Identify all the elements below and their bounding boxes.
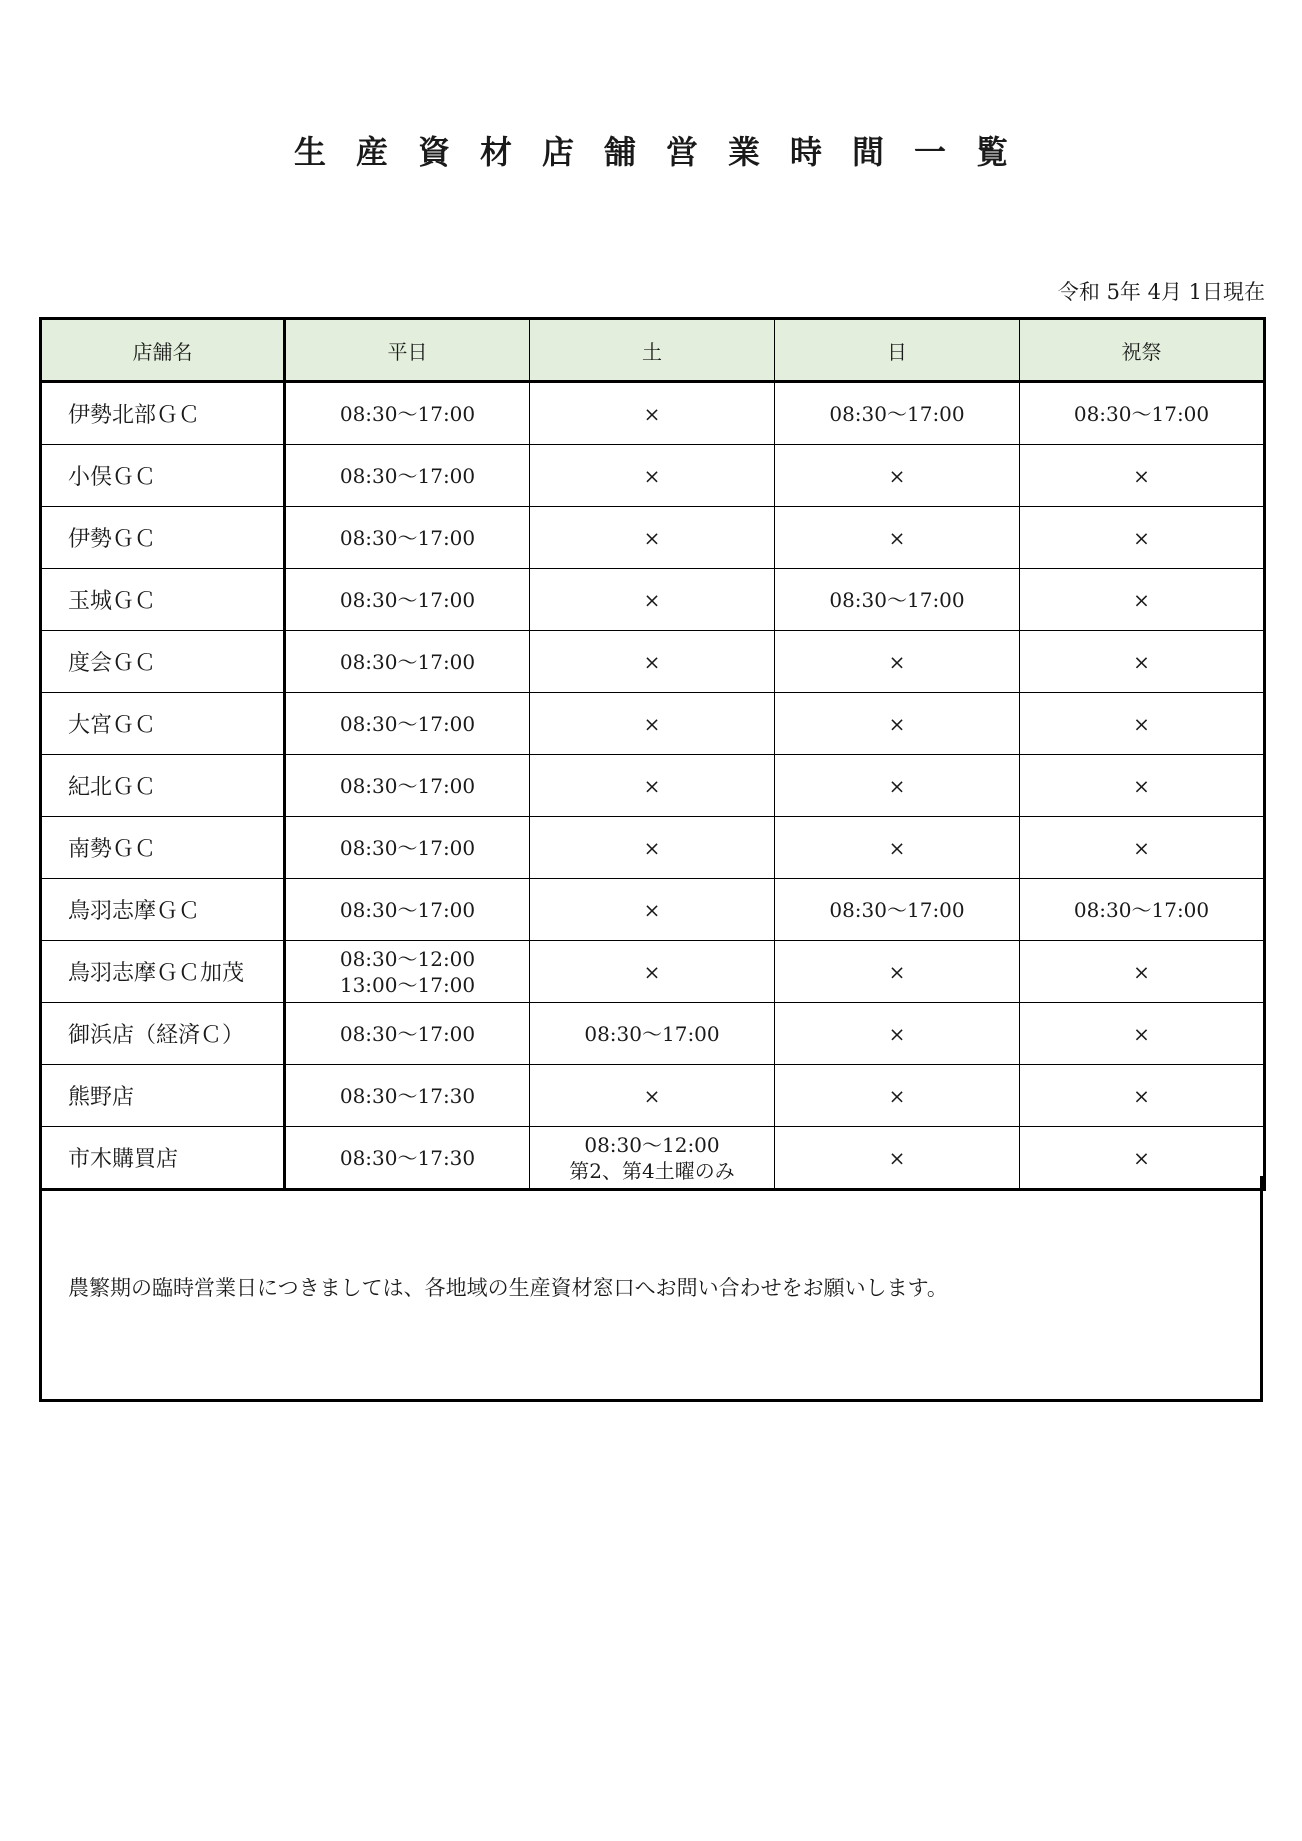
weekday-hours: 08:30〜17:00 xyxy=(285,631,530,693)
page-title: 生産資材店舗営業時間一覧 xyxy=(293,133,1038,171)
saturday-hours: × xyxy=(530,879,775,941)
table-row xyxy=(41,817,1265,879)
saturday-hours: × xyxy=(530,507,775,569)
store-name: 伊勢北部ＧＣ xyxy=(41,382,285,445)
store-name: 南勢ＧＣ xyxy=(41,817,285,879)
as-of-date: 令和 5年 4月 1日現在 xyxy=(1057,280,1265,304)
store-name: 大宮ＧＣ xyxy=(41,693,285,755)
weekday-hours: 08:30〜17:00 xyxy=(285,879,530,941)
sunday-hours: 08:30〜17:00 xyxy=(775,879,1020,941)
sunday-hours: × xyxy=(775,445,1020,507)
sunday-hours: × xyxy=(775,631,1020,693)
header-holiday: 祝祭 xyxy=(1020,319,1265,382)
holiday-hours: × xyxy=(1020,631,1265,693)
weekday-hours-afternoon: 13:00〜17:00 xyxy=(339,972,476,997)
store-name: 市木購買店 xyxy=(41,1127,285,1190)
weekday-hours: 08:30〜17:00 xyxy=(285,755,530,817)
header-sunday: 日 xyxy=(775,319,1020,382)
sunday-hours: 08:30〜17:00 xyxy=(775,382,1020,445)
saturday-hours: × xyxy=(530,693,775,755)
weekday-hours: 08:30〜17:00 xyxy=(285,445,530,507)
weekday-hours: 08:30〜17:30 xyxy=(285,1127,530,1190)
holiday-hours: × xyxy=(1020,693,1265,755)
store-name: 小俣ＧＣ xyxy=(41,445,285,507)
sunday-hours: 08:30〜17:00 xyxy=(775,569,1020,631)
holiday-hours: × xyxy=(1020,1003,1265,1065)
weekday-hours: 08:30〜17:30 xyxy=(285,1065,530,1127)
holiday-hours: × xyxy=(1020,507,1265,569)
store-name: 熊野店 xyxy=(41,1065,285,1127)
store-name: 玉城ＧＣ xyxy=(41,569,285,631)
saturday-hours: × xyxy=(530,941,775,1003)
saturday-hours: × xyxy=(530,445,775,507)
saturday-hours-condition: 第2、第4土曜のみ xyxy=(569,1158,735,1183)
store-name: 鳥羽志摩ＧＣ xyxy=(41,879,285,941)
saturday-hours: × xyxy=(530,569,775,631)
holiday-hours: 08:30〜17:00 xyxy=(1020,879,1265,941)
sunday-hours: × xyxy=(775,507,1020,569)
note-box xyxy=(39,1176,1263,1402)
saturday-hours: × xyxy=(530,817,775,879)
sunday-hours: × xyxy=(775,1003,1020,1065)
table-row xyxy=(41,382,1265,445)
saturday-hours: × xyxy=(530,382,775,445)
store-name: 鳥羽志摩ＧＣ加茂 xyxy=(41,941,285,1003)
saturday-hours-time: 08:30〜12:00 xyxy=(584,1132,720,1157)
holiday-hours: × xyxy=(1020,755,1265,817)
weekday-hours: 08:30〜17:00 xyxy=(285,382,530,445)
table-row xyxy=(41,941,1265,1003)
table-row xyxy=(41,879,1265,941)
table-row xyxy=(41,445,1265,507)
header-weekday: 平日 xyxy=(285,319,530,382)
sunday-hours: × xyxy=(775,755,1020,817)
table-row xyxy=(41,631,1265,693)
sunday-hours: × xyxy=(775,1065,1020,1127)
saturday-hours: 08:30〜17:00 xyxy=(530,1003,775,1065)
weekday-hours: 08:30〜17:00 xyxy=(285,693,530,755)
table-row xyxy=(41,569,1265,631)
table-header-row xyxy=(41,319,1265,382)
store-name: 伊勢ＧＣ xyxy=(41,507,285,569)
sunday-hours: × xyxy=(775,941,1020,1003)
store-name: 紀北ＧＣ xyxy=(41,755,285,817)
sunday-hours: × xyxy=(775,1127,1020,1190)
sunday-hours: × xyxy=(775,693,1020,755)
sunday-hours: × xyxy=(775,817,1020,879)
weekday-hours: 08:30〜17:00 xyxy=(285,817,530,879)
header-store: 店舗名 xyxy=(41,319,285,382)
table-row xyxy=(41,1003,1265,1065)
holiday-hours: × xyxy=(1020,817,1265,879)
weekday-hours: 08:30〜17:00 xyxy=(285,1003,530,1065)
holiday-hours: × xyxy=(1020,569,1265,631)
saturday-hours: × xyxy=(530,631,775,693)
table-row xyxy=(41,693,1265,755)
weekday-hours xyxy=(285,941,530,1003)
business-hours-table xyxy=(39,317,1266,1191)
saturday-hours: × xyxy=(530,755,775,817)
weekday-hours: 08:30〜17:00 xyxy=(285,569,530,631)
holiday-hours: × xyxy=(1020,941,1265,1003)
holiday-hours: × xyxy=(1020,1065,1265,1127)
saturday-hours: × xyxy=(530,1065,775,1127)
table-row xyxy=(41,755,1265,817)
note-text: 農繁期の臨時営業日につきましては、各地域の生産資材窓口へお問い合わせをお願いします。 xyxy=(68,1276,948,1300)
table-row xyxy=(41,507,1265,569)
holiday-hours: × xyxy=(1020,445,1265,507)
store-name: 度会ＧＣ xyxy=(41,631,285,693)
header-saturday: 土 xyxy=(530,319,775,382)
holiday-hours: 08:30〜17:00 xyxy=(1020,382,1265,445)
table-row xyxy=(41,1065,1265,1127)
weekday-hours-morning: 08:30〜12:00 xyxy=(339,946,476,971)
store-name: 御浜店（経済Ｃ） xyxy=(41,1003,285,1065)
weekday-hours: 08:30〜17:00 xyxy=(285,507,530,569)
holiday-hours: × xyxy=(1020,1127,1265,1190)
